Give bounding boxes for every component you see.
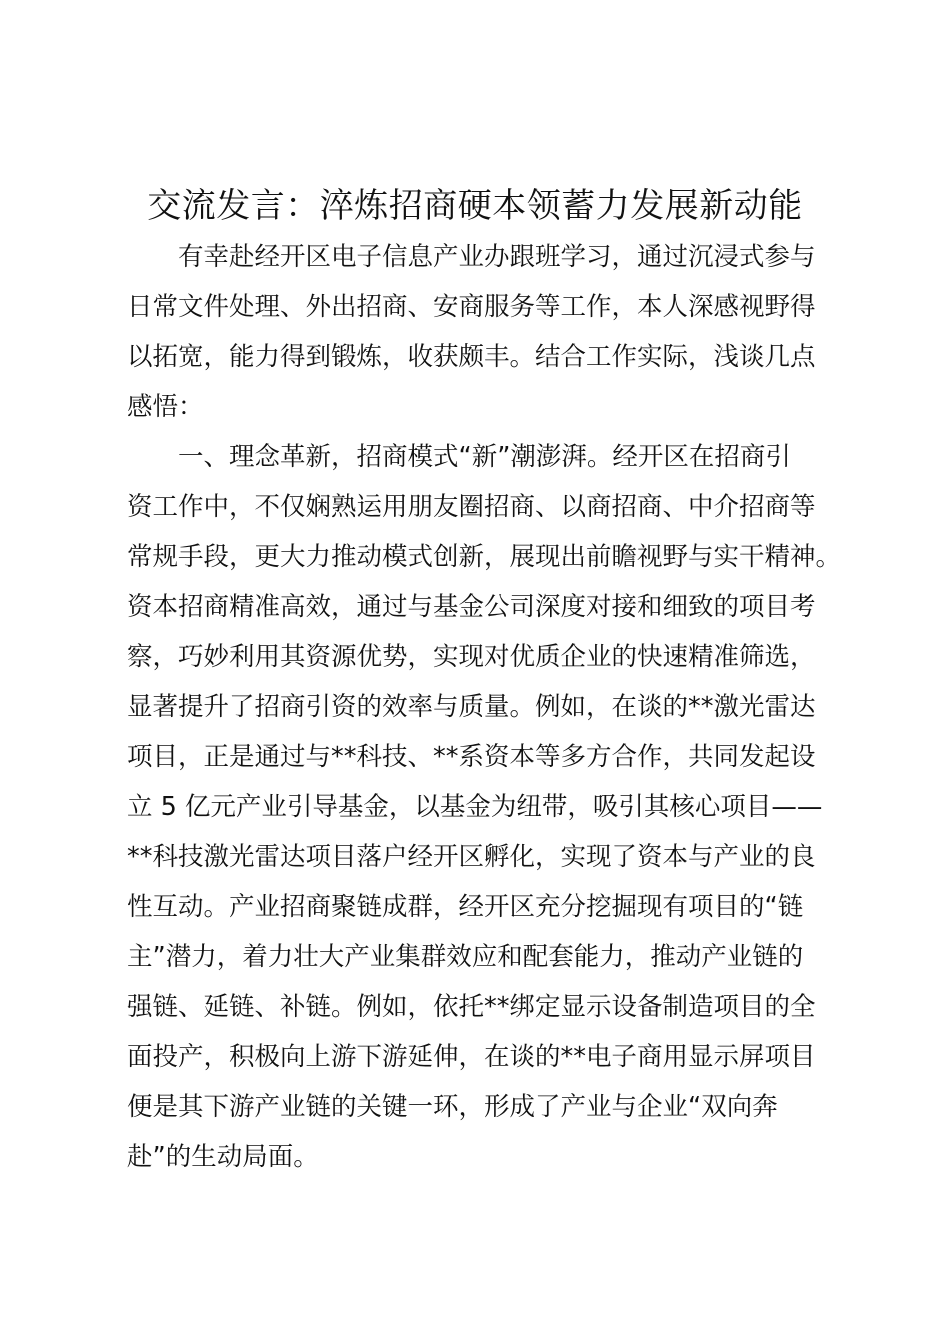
text-line: 日常文件处理、外出招商、安商服务等工作，本人深感视野得 bbox=[127, 292, 816, 322]
text-line: 性互动。产业招商聚链成群，经开区充分挖掘现有项目的“链 bbox=[127, 892, 804, 922]
text-line: 面投产，积极向上游下游延伸，在谈的**电子商用显示屏项目 bbox=[127, 1042, 816, 1072]
text-line: 感悟： bbox=[127, 392, 204, 422]
text-line: 常规手段，更大力推动模式创新，展现出前瞻视野与实干精神。 bbox=[127, 542, 842, 572]
paragraph-intro bbox=[127, 232, 847, 432]
text-line: 便是其下游产业链的关键一环，形成了产业与企业“双向奔 bbox=[127, 1092, 778, 1122]
paragraph-section-one bbox=[127, 432, 847, 1182]
text-line: 主”潜力，着力壮大产业集群效应和配套能力，推动产业链的 bbox=[127, 942, 804, 972]
document-title: 交流发言：淬炼招商硬本领蓄力发展新动能 bbox=[147, 186, 803, 226]
text-line: 以拓宽，能力得到锻炼，收获颇丰。结合工作实际，浅谈几点 bbox=[127, 342, 816, 372]
text-line: 一、理念革新，招商模式“新”潮澎湃。经开区在招商引 bbox=[178, 442, 791, 472]
text-line: 资本招商精准高效，通过与基金公司深度对接和细致的项目考 bbox=[127, 592, 816, 622]
text-line: 察，巧妙利用其资源优势，实现对优质企业的快速精准筛选， bbox=[127, 642, 816, 672]
text-line: **科技激光雷达项目落户经开区孵化，实现了资本与产业的良 bbox=[127, 842, 816, 872]
text-line: 赴”的生动局面。 bbox=[127, 1142, 319, 1172]
text-line: 项目，正是通过与**科技、**系资本等多方合作，共同发起设 bbox=[127, 742, 816, 772]
text-line: 有幸赴经开区电子信息产业办跟班学习，通过沉浸式参与 bbox=[178, 242, 816, 272]
text-line: 资工作中，不仅娴熟运用朋友圈招商、以商招商、中介招商等 bbox=[127, 492, 816, 522]
text-line: 强链、延链、补链。例如，依托**绑定显示设备制造项目的全 bbox=[127, 992, 816, 1022]
document-body bbox=[127, 232, 847, 1182]
text-line: 显著提升了招商引资的效率与质量。例如，在谈的**激光雷达 bbox=[127, 692, 816, 722]
text-line: 立 5 亿元产业引导基金，以基金为纽带，吸引其核心项目—— bbox=[127, 792, 823, 822]
